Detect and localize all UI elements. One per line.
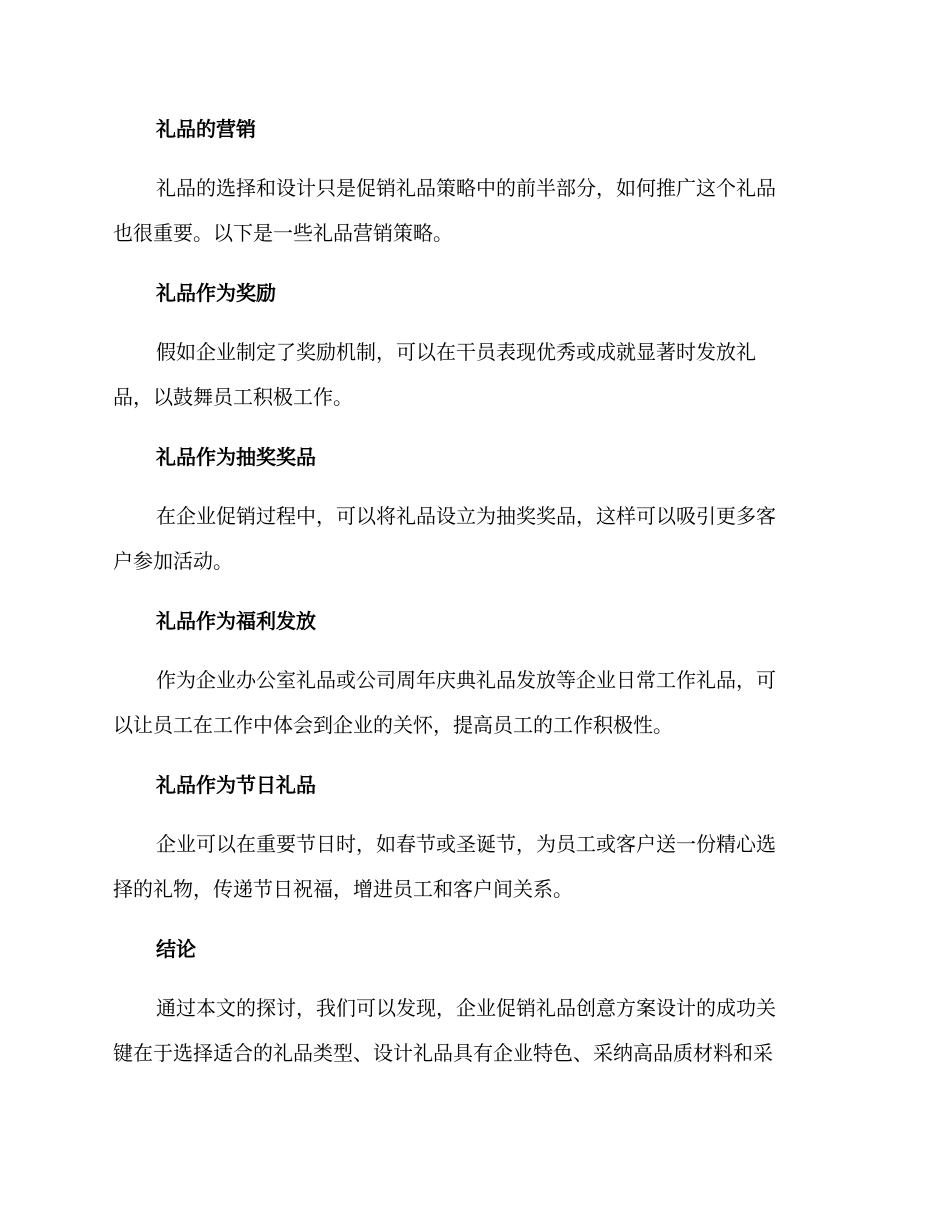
paragraph-line: 键在于选择适合的礼品类型、设计礼品具有企业特色、采纳高品质材料和采 — [113, 1041, 773, 1065]
section-paragraph — [113, 330, 835, 420]
section-paragraph — [113, 986, 835, 1076]
section-gift-as-welfare — [113, 598, 835, 748]
section-paragraph — [113, 166, 835, 256]
section-heading: 礼品作为奖励 — [156, 281, 276, 305]
paragraph-line: 通过本文的探讨，我们可以发现，企业促销礼品创意方案设计的成功关 — [156, 996, 776, 1020]
section-heading: 礼品作为抽奖奖品 — [156, 445, 316, 469]
section-gift-marketing — [113, 106, 835, 256]
section-heading: 礼品作为节日礼品 — [156, 773, 316, 797]
section-gift-as-reward — [113, 270, 835, 420]
paragraph-line: 户参加活动。 — [113, 549, 233, 573]
section-gift-as-holiday-gift — [113, 762, 835, 912]
section-paragraph — [113, 658, 835, 748]
paragraph-line: 择的礼物，传递节日祝福，增进员工和客户间关系。 — [113, 877, 573, 901]
paragraph-line: 企业可以在重要节日时，如春节或圣诞节，为员工或客户送一份精心选 — [156, 832, 776, 856]
paragraph-line: 作为企业办公室礼品或公司周年庆典礼品发放等企业日常工作礼品，可 — [156, 668, 776, 692]
section-paragraph — [113, 822, 835, 912]
section-heading: 结论 — [156, 937, 196, 961]
document-page — [113, 106, 835, 1090]
section-conclusion — [113, 926, 835, 1076]
section-heading: 礼品的营销 — [156, 117, 256, 141]
paragraph-line: 品，以鼓舞员工积极工作。 — [113, 385, 353, 409]
paragraph-line: 礼品的选择和设计只是促销礼品策略中的前半部分，如何推广这个礼品 — [156, 176, 776, 200]
section-heading: 礼品作为福利发放 — [156, 609, 316, 633]
paragraph-line: 假如企业制定了奖励机制，可以在干员表现优秀或成就显著时发放礼 — [156, 340, 756, 364]
paragraph-line: 在企业促销过程中，可以将礼品设立为抽奖奖品，这样可以吸引更多客 — [156, 504, 776, 528]
section-gift-as-lottery-prize — [113, 434, 835, 584]
paragraph-line: 也很重要。以下是一些礼品营销策略。 — [113, 221, 453, 245]
section-paragraph — [113, 494, 835, 584]
paragraph-line: 以让员工在工作中体会到企业的关怀，提高员工的工作积极性。 — [113, 713, 673, 737]
